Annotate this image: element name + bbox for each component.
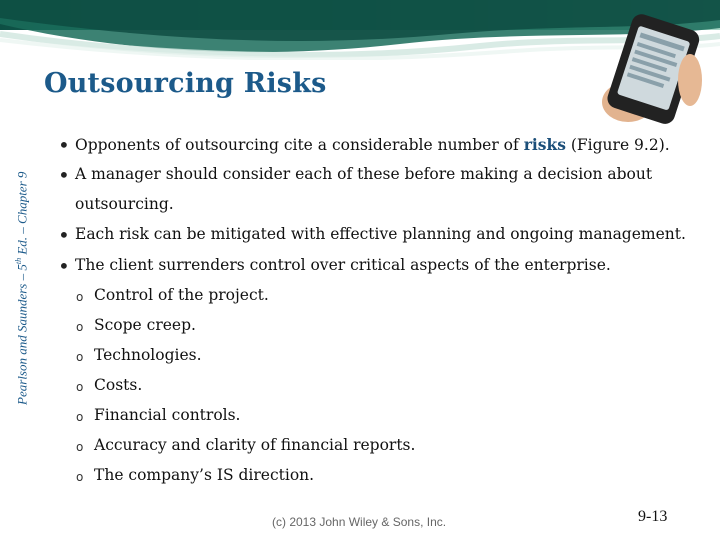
slide-title: Outsourcing Risks	[44, 68, 327, 99]
sub-bullet-text: Costs.	[94, 376, 143, 394]
circle-bullet-icon: o	[76, 410, 84, 424]
sub-bullet-text: Accuracy and clarity of financial reports.	[94, 436, 416, 454]
bullet-dot-icon: •	[58, 133, 70, 157]
circle-bullet-icon: o	[76, 440, 84, 454]
risks-highlight: risks	[523, 135, 566, 154]
bullet-dot-icon: •	[58, 254, 70, 278]
bullet-text-after: (Figure 9.2).	[565, 136, 670, 154]
circle-bullet-icon: o	[76, 290, 84, 304]
side-citation-main: Pearlson and Saunders – 5	[14, 264, 30, 405]
sub-bullet-text: Financial controls.	[94, 406, 241, 424]
side-citation	[14, 172, 30, 405]
sub-bullet-text: The company’s IS direction.	[94, 466, 315, 484]
bullet-text-before: Opponents of outsourcing cite a considerable number of	[75, 136, 524, 154]
side-citation-tail: Ed. – Chapter 9	[14, 171, 30, 258]
bullet-dot-icon: •	[58, 223, 70, 247]
bullet-text: A manager should consider each of these before making a decision about	[75, 165, 653, 183]
sub-bullet-text: Technologies.	[94, 346, 202, 364]
page-number: 9-13	[638, 508, 668, 525]
circle-bullet-icon: o	[76, 380, 84, 394]
smartphone-icon	[598, 10, 708, 125]
circle-bullet-icon: o	[76, 350, 84, 364]
sub-bullet-text: Scope creep.	[94, 316, 196, 334]
copyright-footer: (c) 2013 John Wiley & Sons, Inc.	[272, 515, 447, 529]
circle-bullet-icon: o	[76, 320, 84, 334]
side-citation-sup: th	[14, 257, 23, 265]
bullet-text	[75, 135, 670, 154]
bullet-text: The client surrenders control over critical aspects of the enterprise.	[75, 256, 611, 274]
bullet-dot-icon: •	[58, 163, 70, 187]
bullet-text: Each risk can be mitigated with effective planning and ongoing management.	[75, 225, 686, 243]
circle-bullet-icon: o	[76, 470, 84, 484]
bullet-text-continued: outsourcing.	[75, 195, 174, 213]
sub-bullet-text: Control of the project.	[94, 286, 269, 304]
